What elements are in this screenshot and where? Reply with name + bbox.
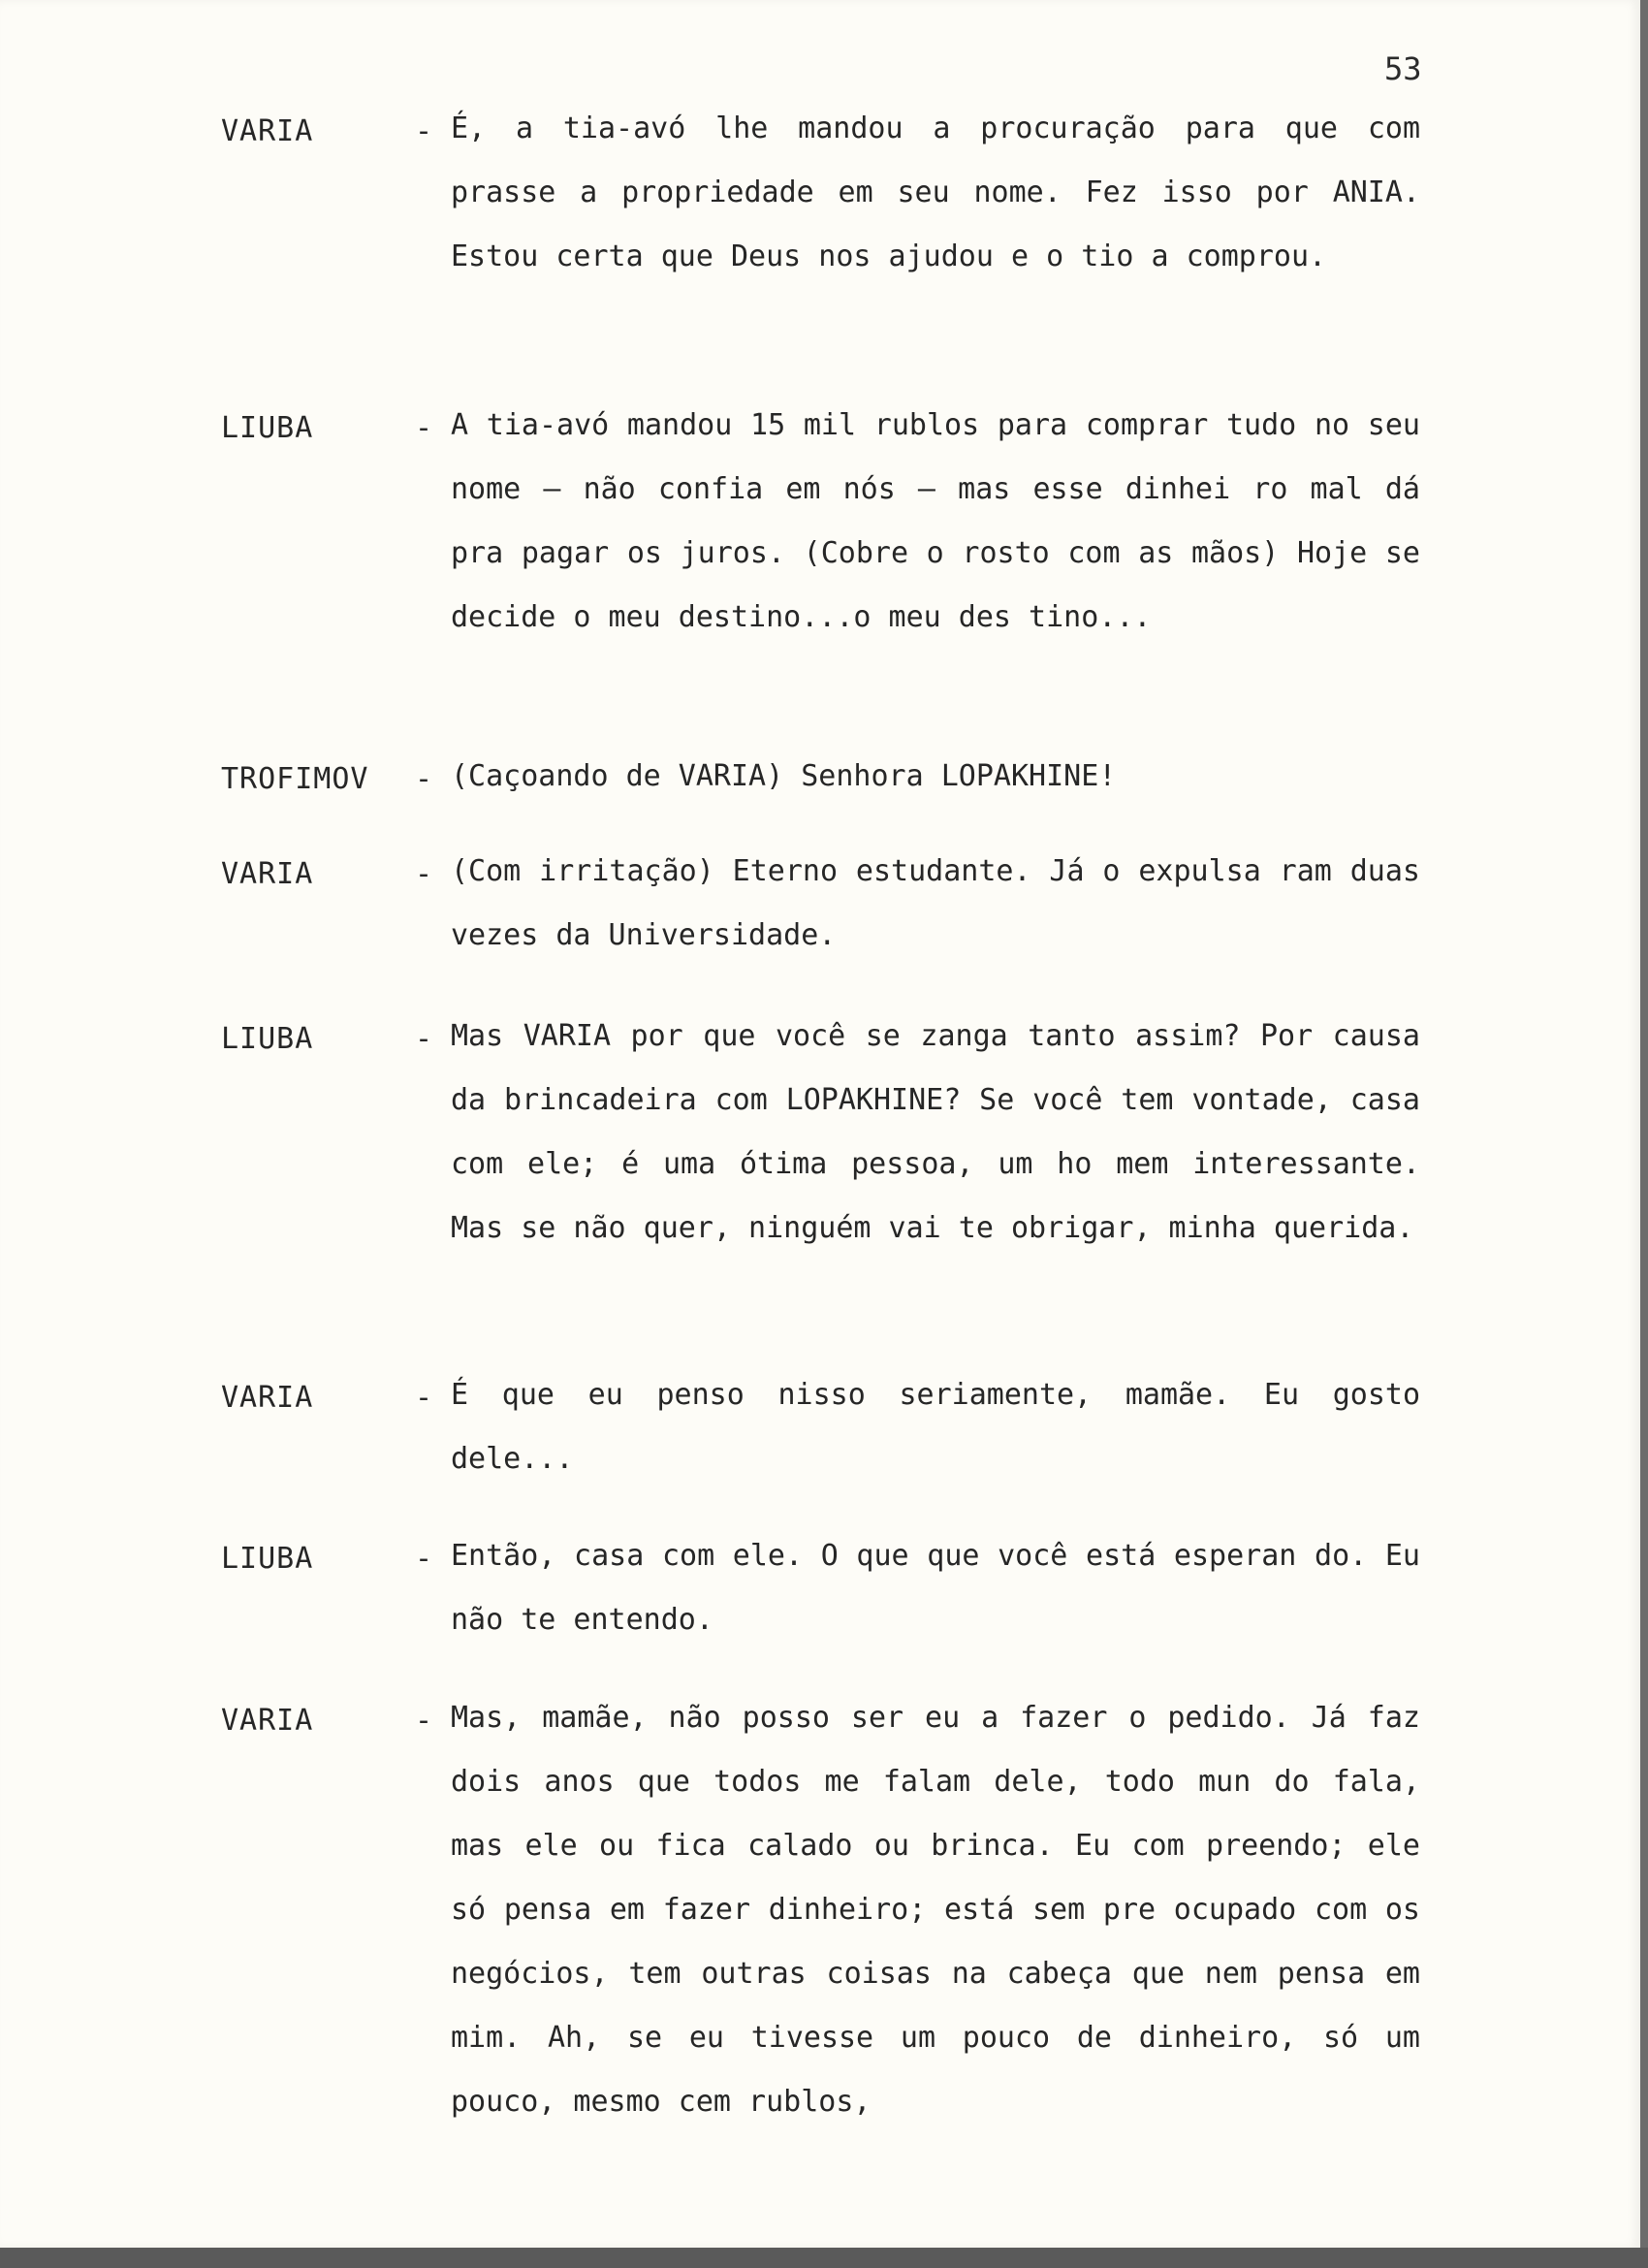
speech-dash: - (415, 1704, 433, 1738)
speaker-name: VARIA (221, 114, 314, 148)
speech-text: A tia-avó mandou 15 mil rublos para comprar tudo no seu nome — não confia em nós — mas esse dinhei ro mal dá pra pagar os juros. (Cobre o rosto com as mãos) Hoje se decide o meu destino...o meu des tino... (451, 408, 1439, 634)
speech-dash: - (415, 1022, 433, 1056)
speaker-name: LIUBA (221, 1022, 314, 1056)
speech-text: É que eu penso nisso seriamente, mamãe. Eu gosto dele... (451, 1378, 1439, 1476)
speech-dash: - (415, 762, 433, 796)
speaker-name: TROFIMOV (221, 762, 369, 796)
speaker-name: VARIA (221, 1704, 314, 1738)
speaker-name: VARIA (221, 857, 314, 891)
speaker-name: LIUBA (221, 1542, 314, 1576)
speech-dash: - (415, 1542, 433, 1576)
speaker-name: LIUBA (221, 411, 314, 445)
page-number: 53 (1384, 50, 1422, 87)
speech-text: (Caçoando de VARIA) Senhora LOPAKHINE! (451, 759, 1117, 793)
speech-text: (Com irritação) Eterno estudante. Já o expulsa ram duas vezes da Universidade. (451, 854, 1439, 952)
speech-dash: - (415, 1381, 433, 1415)
speaker-name: VARIA (221, 1381, 314, 1415)
speech-text: Mas VARIA por que você se zanga tanto assim? Por causa da brincadeira com LOPAKHINE? Se você tem vontade, casa com ele; é uma ótima pessoa, um ho mem interessante. Mas se não quer, ninguém vai te obrigar, minha querida. (451, 1019, 1439, 1245)
scan-bottom-edge (0, 2248, 1648, 2268)
speech-dash: - (415, 411, 433, 445)
speech-text: Então, casa com ele. O que que você está esperan do. Eu não te entendo. (451, 1539, 1439, 1637)
speech-dash: - (415, 857, 433, 891)
speech-dash: - (415, 114, 433, 148)
speech-text: É, a tia-avó lhe mandou a procuração para que com prasse a propriedade em seu nome. Fez isso por ANIA. Estou certa que Deus nos ajudou e o tio a comprou. (451, 112, 1439, 273)
speech-text: Mas, mamãe, não posso ser eu a fazer o pedido. Já faz dois anos que todos me falam dele, todo mun do fala, mas ele ou fica calado ou brinca. Eu com preendo; ele só pensa em fazer dinheiro; está sem pre ocupado com os negócios, tem outras coisas na cabeça que nem pensa em mim. Ah, se eu tivesse um pouco de dinheiro, só um pouco, mesmo cem rublos, (451, 1701, 1439, 2119)
